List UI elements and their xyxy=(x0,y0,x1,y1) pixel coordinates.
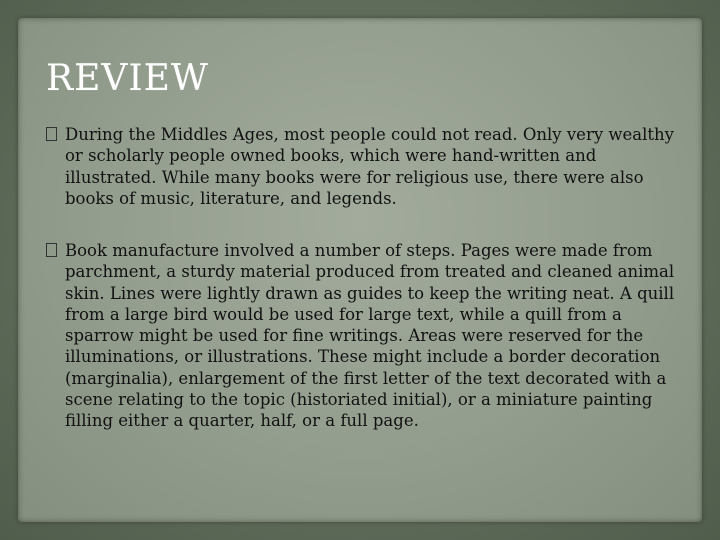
bullet-item-1 xyxy=(46,124,686,209)
slide-title: REVIEW xyxy=(46,58,209,99)
bullet-text-1: During the Middles Ages, most people could not read. Only very wealthy or scholarly people owned books, which were hand-written and illustrated. While many books were for religious use, there were also books of music, literature, and legends. xyxy=(65,125,674,208)
bullet-text-2: Book manufacture involved a number of steps. Pages were made from parchment, a sturdy material produced from treated and cleaned animal skin. Lines were lightly drawn as guides to keep the writing neat. A quill from a large bird would be used for large text, while a quill from a sparrow might be used for fine writings. Areas were reserved for the illuminations, or illustrations. These might include a border decoration (marginalia), enlargement of the first letter of the text decorated with a scene relating to the topic (historiated initial), or a miniature painting filling either a quarter, half, or a full page. xyxy=(65,241,675,431)
bullet-item-2 xyxy=(46,240,686,432)
bullet-box-icon xyxy=(46,243,57,257)
bullet-box-icon xyxy=(46,127,57,141)
